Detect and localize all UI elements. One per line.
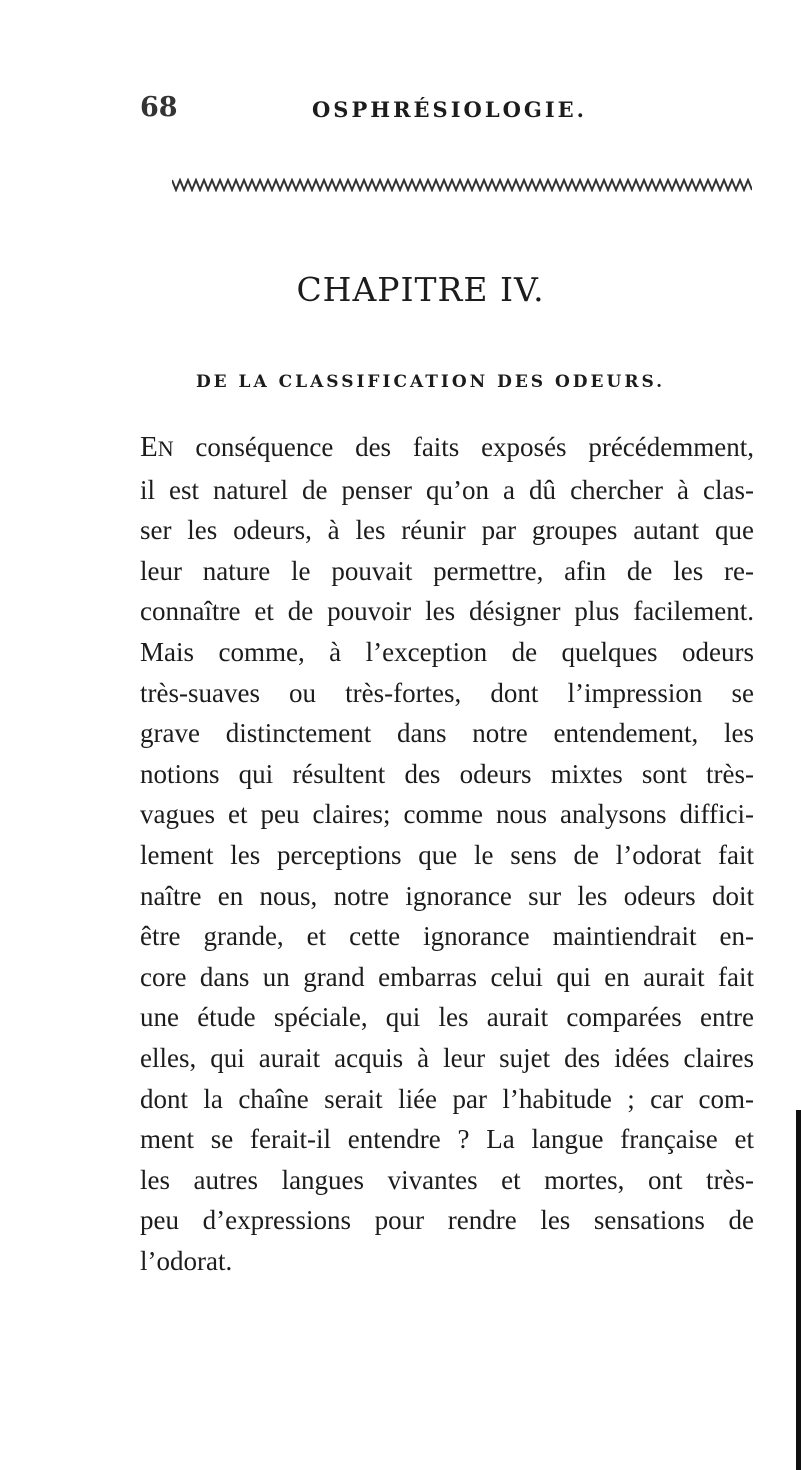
text-line: ser les odeurs, à les réunir par groupes autant que [140,515,754,546]
page-number: 68 [140,92,178,123]
text-line: elles, qui aurait acquis à leur sujet des idées claires [140,1042,754,1073]
text-line-1 [140,427,754,470]
text-line: il est naturel de penser qu’on a dû chercher à clas- [140,474,754,505]
text-line: les autres langues vivantes et mortes, ont très- [140,1164,754,1195]
text-line: ment se ferait-il entendre ? La langue française et [140,1124,754,1155]
text-line: très-suaves ou très-fortes, dont l’impression se [140,677,754,708]
text-line: naître en nous, notre ignorance sur les odeurs doit [140,880,754,911]
text-line-last: l’odorat. [140,1245,233,1276]
text-line: dont la chaîne serait liée par l’habitude ; car com- [140,1083,754,1114]
drop-initial-rest: N [157,436,174,461]
text-line: notions qui résultent des odeurs mixtes sont très- [140,758,754,789]
text-line: leur nature le pouvait permettre, afin de les re- [140,555,754,586]
text-line: Mais comme, à l’exception de quelques odeurs [140,636,754,667]
drop-initial: E [140,431,158,463]
text-line: peu d’expressions pour rendre les sensations de [140,1205,754,1236]
text-line: être grande, et cette ignorance maintiendrait en- [140,921,754,952]
text-line: une étude spéciale, qui les aurait comparées entre [140,1002,754,1033]
chapter-subtitle: DE LA CLASSIFICATION DES ODEURS. [195,372,666,392]
chapter-title: CHAPITRE IV. [296,270,545,309]
text-line: connaître et de pouvoir les désigner plus facilement. [140,596,754,627]
decorative-rule [172,178,752,192]
page-edge-shadow [796,1110,801,1470]
text-line: lement les perceptions que le sens de l’odorat fait [140,839,754,870]
body-paragraph [140,427,754,1281]
running-head: OSPHRÉSIOLOGIE. [312,97,587,122]
text-line: vagues et peu claires; comme nous analysons diffici- [140,799,754,830]
first-line-text: conséquence des faits exposés précédemment, [173,432,754,462]
text-line: grave distinctement dans notre entendement, les [140,718,754,749]
text-line: core dans un grand embarras celui qui en aurait fait [140,961,754,992]
